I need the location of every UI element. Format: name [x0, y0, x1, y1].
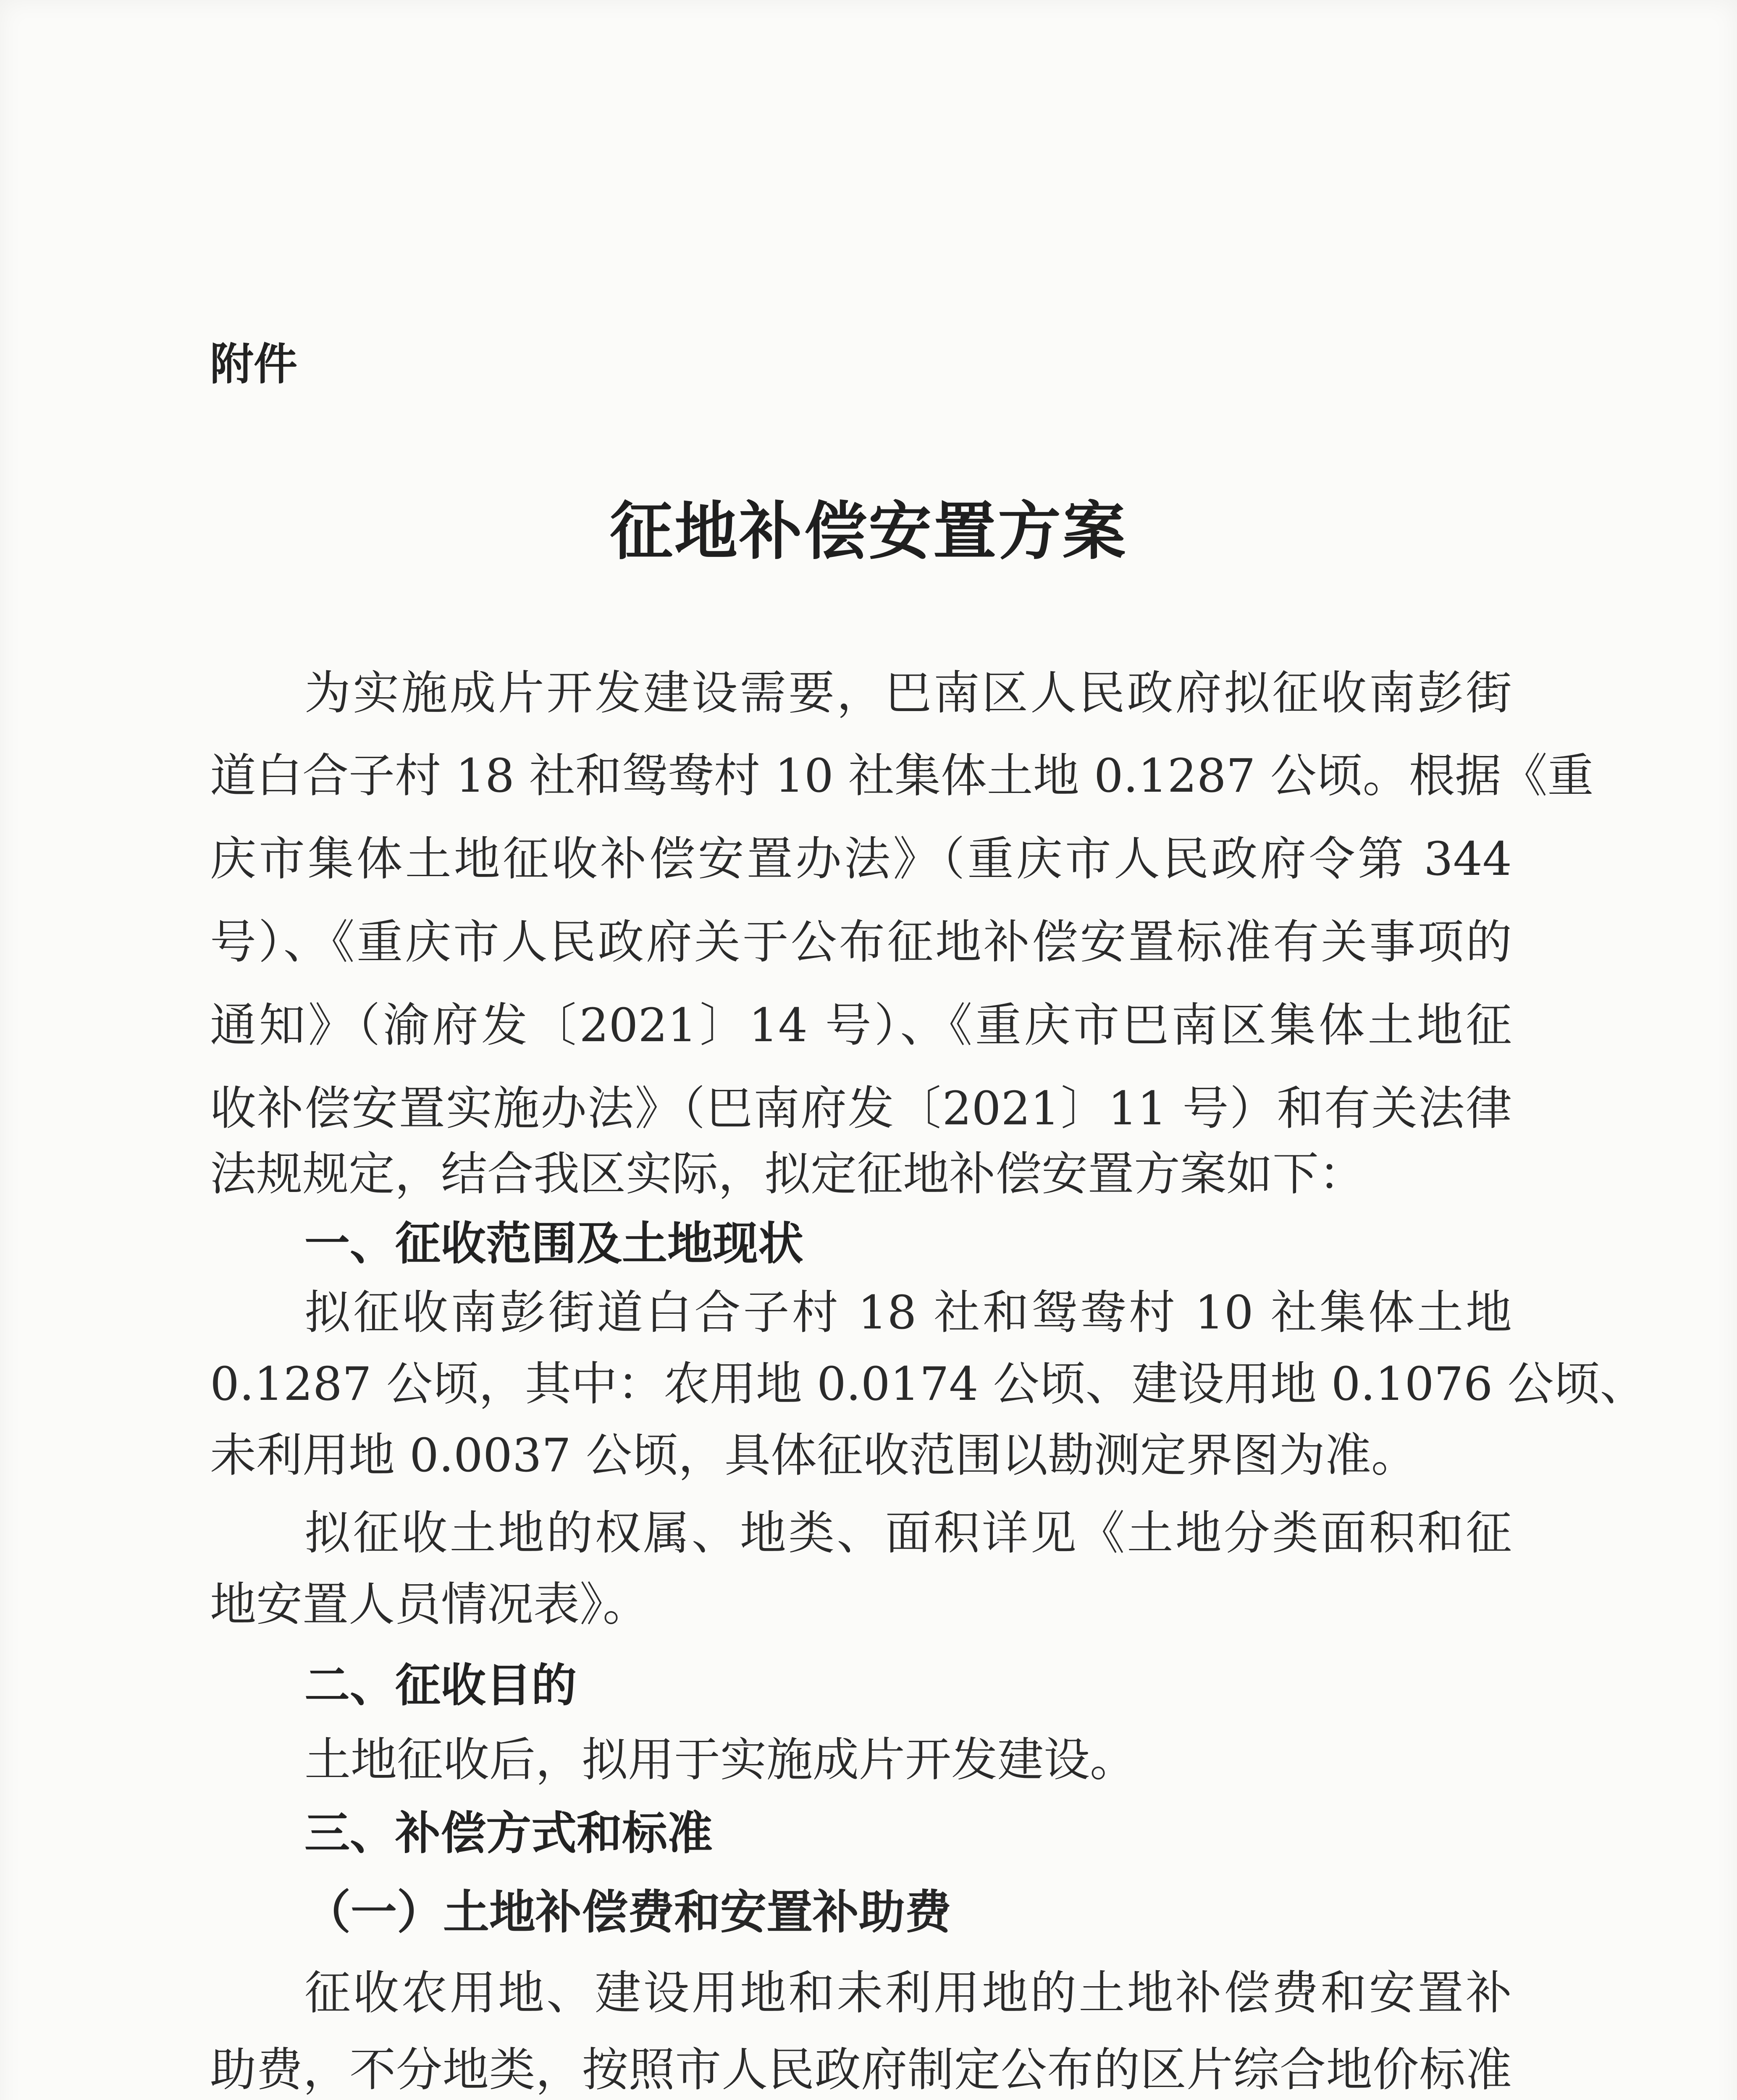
- intro-line-1: 为实施成片开发建设需要，巴南区人民政府拟征收南彭街: [304, 666, 1512, 720]
- intro-line-5: 通知》（渝府发〔2021〕14 号）、《重庆市巴南区集体土地征: [210, 998, 1512, 1052]
- section1-p1-line-1: 拟征收南彭街道白合子村 18 社和鸳鸯村 10 社集体土地: [304, 1286, 1512, 1339]
- section3-p1-line-2: 助费，不分地类，按照市人民政府制定公布的区片综合地价标准: [210, 2043, 1512, 2097]
- section3-subheading-1: （一）土地补偿费和安置补助费: [304, 1885, 951, 1939]
- section3-heading: 三、补偿方式和标准: [304, 1807, 713, 1860]
- section1-p1-line-2: 0.1287 公顷，其中：农用地 0.0174 公顷、建设用地 0.1076 公顷、: [210, 1357, 1646, 1411]
- section1-p2-line-2: 地安置人员情况表》。: [210, 1578, 649, 1631]
- intro-line-2: 道白合子村 18 社和鸳鸯村 10 社集体土地 0.1287 公顷。根据《重: [210, 749, 1594, 803]
- section2-heading: 二、征收目的: [304, 1659, 577, 1712]
- intro-line-3: 庆市集体土地征收补偿安置办法》（重庆市人民政府令第 344: [210, 832, 1512, 886]
- section1-p2-line-1: 拟征收土地的权属、地类、面积详见《土地分类面积和征: [304, 1506, 1512, 1560]
- section1-p1-line-3: 未利用地 0.0037 公顷，具体征收范围以勘测定界图为准。: [210, 1428, 1417, 1482]
- section2-p1-line-1: 土地征收后，拟用于实施成片开发建设。: [304, 1733, 1136, 1787]
- section3-p1-line-1: 征收农用地、建设用地和未利用地的土地补偿费和安置补: [304, 1966, 1512, 2020]
- attachment-label: 附件: [210, 339, 298, 390]
- intro-line-4: 号）、《重庆市人民政府关于公布征地补偿安置标准有关事项的: [210, 915, 1512, 969]
- section1-heading: 一、征收范围及土地现状: [304, 1218, 804, 1270]
- document-title: 征地补偿安置方案: [609, 494, 1127, 568]
- intro-line-6: 收补偿安置实施办法》（巴南府发〔2021〕11 号）和有关法律: [210, 1082, 1512, 1135]
- intro-line-7: 法规规定，结合我区实际，拟定征地补偿安置方案如下：: [210, 1147, 1365, 1201]
